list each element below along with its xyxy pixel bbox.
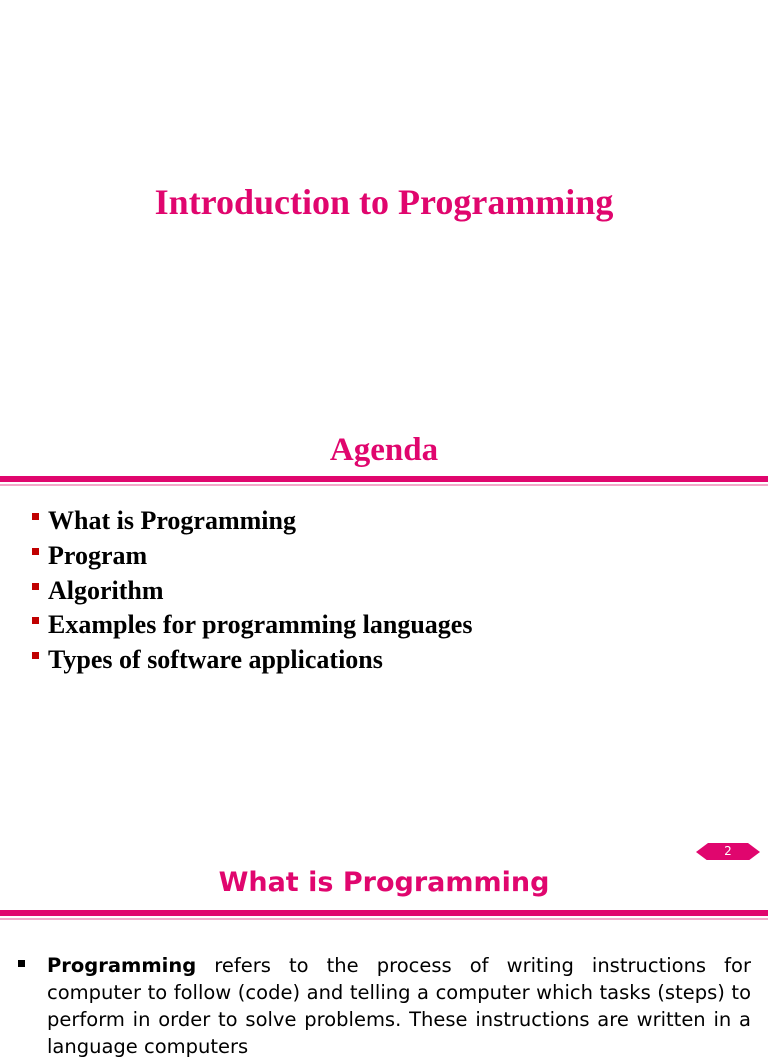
agenda-heading: Agenda	[329, 432, 439, 468]
title-slide	[0, 0, 768, 420]
definition-paragraph	[47, 952, 751, 1060]
square-bullet-icon	[32, 513, 39, 520]
definition-text: refers to the process of writing instructions for computer to follow (code) and telling a computer which tasks (steps) to perform in order to solve problems. These instructions are written in a language computers	[47, 954, 751, 1058]
agenda-item	[30, 504, 472, 539]
heading-rule	[0, 476, 768, 482]
agenda-item	[30, 539, 472, 574]
square-bullet-icon	[32, 548, 39, 555]
agenda-item-label: Types of software applications	[48, 645, 383, 675]
page-number: 2	[724, 844, 732, 858]
slide-title: Introduction to Programming	[154, 182, 614, 222]
definition-term: Programming	[47, 954, 197, 977]
square-bullet-icon	[18, 960, 25, 967]
agenda-item-label: What is Programming	[48, 506, 296, 535]
content-heading: What is Programming	[218, 867, 550, 898]
agenda-item	[30, 643, 472, 678]
heading-rule-shadow	[0, 484, 768, 486]
agenda-list	[30, 504, 472, 678]
agenda-item-label: Program	[48, 540, 148, 570]
heading-rule	[0, 910, 768, 916]
agenda-item	[30, 608, 472, 643]
agenda-item	[30, 574, 472, 609]
heading-rule-shadow	[0, 918, 768, 920]
square-bullet-icon	[32, 652, 39, 659]
agenda-slide	[0, 420, 768, 858]
square-bullet-icon	[32, 583, 39, 590]
agenda-item-label: Examples for programming languages	[48, 610, 473, 640]
agenda-item-label: Algorithm	[48, 575, 164, 605]
square-bullet-icon	[32, 617, 39, 624]
content-slide	[0, 860, 768, 1058]
